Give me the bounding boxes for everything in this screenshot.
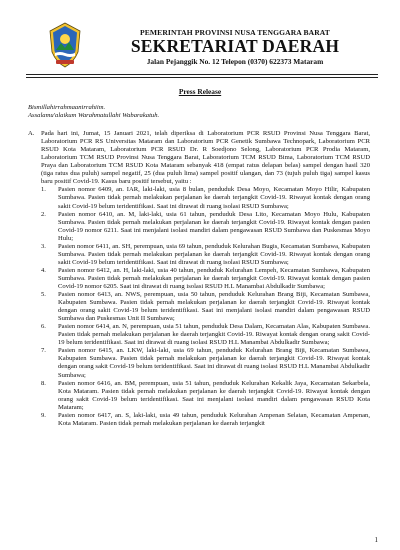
letterhead-rule-thick (26, 74, 378, 75)
case-item (41, 380, 370, 412)
case-item (41, 291, 370, 323)
case-item (41, 243, 370, 267)
section-a (28, 130, 370, 186)
case-number: 3. (41, 242, 46, 250)
case-number: 7. (41, 347, 46, 355)
case-number: 8. (41, 379, 46, 387)
case-text: Pasien nomor 6410, an. M, laki-laki, usia 61 tahun, penduduk Desa Lito, Kecamatan Moyo Hulu, Kabupaten Sumbawa. Pasien tidak pernah melakukan perjalanan ke daerah terjangkit Covid-19. Riwayat kontak dengan pasien Covid-19 nomor 6211. Saat ini menjalani isolasi mandiri dalam pengawasan RSUD Sumbawa dan Puskesmas Moyo Hulu; (58, 210, 370, 242)
case-text: Pasien nomor 6415, an. LKW, laki-laki, usia 69 tahun, penduduk Kelurahan Brang Biji, Kecamatan Sumbawa, Kabupaten Sumbawa. Pasien tidak pernah melakukan perjalanan ke daerah terjangkit Covid-19. Riwayat kontak dengan orang sakit Covid-19 belum teridentifikasi. Saat ini dirawat di ruang isolasi RSUD H.L Manambai Abdulkadir Sumbawa; (58, 347, 370, 379)
case-number: 1. (41, 186, 46, 194)
document-body (28, 104, 370, 428)
greeting-salam: Assalamu'alaikum Warahmatullahi Wabarakatuh. (28, 112, 160, 120)
case-list (28, 186, 370, 427)
case-item (41, 412, 370, 428)
case-text: Pasien nomor 6416, an. BM, perempuan, usia 51 tahun, penduduk Kelurahan Kekalik Jaya, Kecamatan Sekarbela, Kota Mataram. Pasien tidak pernah melakukan perjalanan ke daerah terjangkit Covid-19. Riwayat kontak dengan orang sakit Covid-19 belum teridentifikasi. Saat ini menjalani isolasi mandiri dalam pengawasan RSUD Kota Mataram; (58, 379, 370, 411)
case-item (41, 186, 370, 210)
case-text: Pasien nomor 6409, an. IAR, laki-laki, usia 8 bulan, penduduk Desa Moyo, Kecamatan Moyo Hilir, Kabupaten Sumbawa. Pasien tidak pernah melakukan perjalanan ke daerah terjangkit Covid-19. Riwayat kontak dengan orang sakit Covid-19 belum teridentifikasi. Saat ini dirawat di ruang isolasi RSUD Sumbawa; (58, 186, 370, 210)
section-intro: Pada hari ini, Jumat, 15 Januari 2021, telah diperiksa di Laboratorium PCR RSUD Provinsi Nusa Tenggara Barat, Laboratorium PCR RS Universitas Mataram dan Laboratorium PCR Genetik Sumbawa Technopark, Laboratorium PCR RSUD Kota Mataram, Laboratorium PCR RSUD Dr. R Soedjono Selong, Laboratorium PCR Prodia Mataram, Laboratorium TCM RSUD Provinsi Nusa Tenggara Barat, Laboratorium TCM RSUD Bima, Laboratorium TCM RSUD Praya dan Laboratorium TCM RSUD Kota Mataram sebanyak 418 (empat ratus delapan belas) sampel dengan hasil 320 (tiga ratus dua puluh) sampel negatif, 25 (dua puluh lima) sampel positif ulangan, dan 73 (tujuh puluh tiga) sampel kasus baru positif Covid-19. Kasus baru positif tersebut, yaitu : (41, 130, 370, 186)
letterhead-office: SEKRETARIAT DAERAH (130, 36, 340, 56)
document-title: Press Release (178, 87, 222, 96)
case-item (41, 323, 370, 347)
section-label: A. (28, 130, 35, 138)
letterhead-address: Jalan Pejanggik No. 12 Telepon (0370) 622373 Mataram (146, 57, 324, 66)
case-item (41, 211, 370, 243)
case-item (41, 267, 370, 291)
letterhead-province: PEMERINTAH PROVINSI NUSA TENGGARA BARAT (140, 28, 330, 37)
case-number: 9. (41, 411, 46, 419)
case-text: Pasien nomor 6417, an. S, laki-laki, usia 49 tahun, penduduk Kelurahan Ampenan Selatan, Kecamatan Ampenan, Kota Mataram. Pasien tidak pernah melakukan perjalanan ke daerah terjangkit (58, 411, 370, 427)
case-number: 2. (41, 210, 46, 218)
case-item (41, 347, 370, 379)
province-emblem-logo (48, 22, 82, 68)
case-text: Pasien nomor 6413, an. NWS, perempuan, usia 50 tahun, penduduk Kelurahan Brang Biji, Kecamatan Sumbawa, Kabupaten Sumbawa. Pasien tidak pernah melakukan perjalanan ke daerah terjangkit Covid-19. Riwayat kontak dengan orang sakit Covid-19 belum teridentifikasi. Saat ini menjalani isolasi mandiri dalam pengawasan RSUD Sumbawa dan Puskesmas Unit II Sumbawa; (58, 291, 370, 323)
case-text: Pasien nomor 6411, an. SH, perempuan, usia 69 tahun, penduduk Kelurahan Bugis, Kecamatan Sumbawa, Kabupaten Sumbawa. Pasien tidak pernah melakukan perjalanan ke daerah terjangkit Covid-19. Riwayat kontak dengan orang sakit Covid-19 belum teridentifikasi. Saat ini dirawat di ruang isolasi RSUD Sumbawa; (58, 242, 370, 266)
page-number: 1 (374, 536, 378, 544)
case-number: 6. (41, 323, 46, 331)
case-text: Pasien nomor 6414, an. N, perempuan, usia 51 tahun, penduduk Desa Dalam, Kecamatan Alas, Kabupaten Sumbawa. Pasien tidak pernah melakukan perjalanan ke daerah terjangkit Covid-19. Riwayat kontak dengan orang sakit Covid-19 belum teridentifikasi. Saat ini dirawat di ruang isolasi RSUD H.L Manambai Abdulkadir Sumbawa; (58, 323, 370, 347)
case-number: 4. (41, 266, 46, 274)
greeting-bismillah: Bismillahirrahmaanirrahiim. (28, 104, 106, 111)
case-text: Pasien nomor 6412, an. H, laki-laki, usia 40 tahun, penduduk Kelurahan Lempeh, Kecamatan Sumbawa, Kabupaten Sumbawa. Pasien tidak pernah melakukan perjalanan ke daerah terjangkit Covid-19. Riwayat kontak dengan pasien Covid-19 nomor 6205. Saat ini dirawat di ruang isolasi RSUD H.L Manambai Abdulkadir Sumbawa; (58, 266, 370, 290)
case-number: 5. (41, 291, 46, 299)
letterhead-rule-thin (26, 77, 378, 78)
